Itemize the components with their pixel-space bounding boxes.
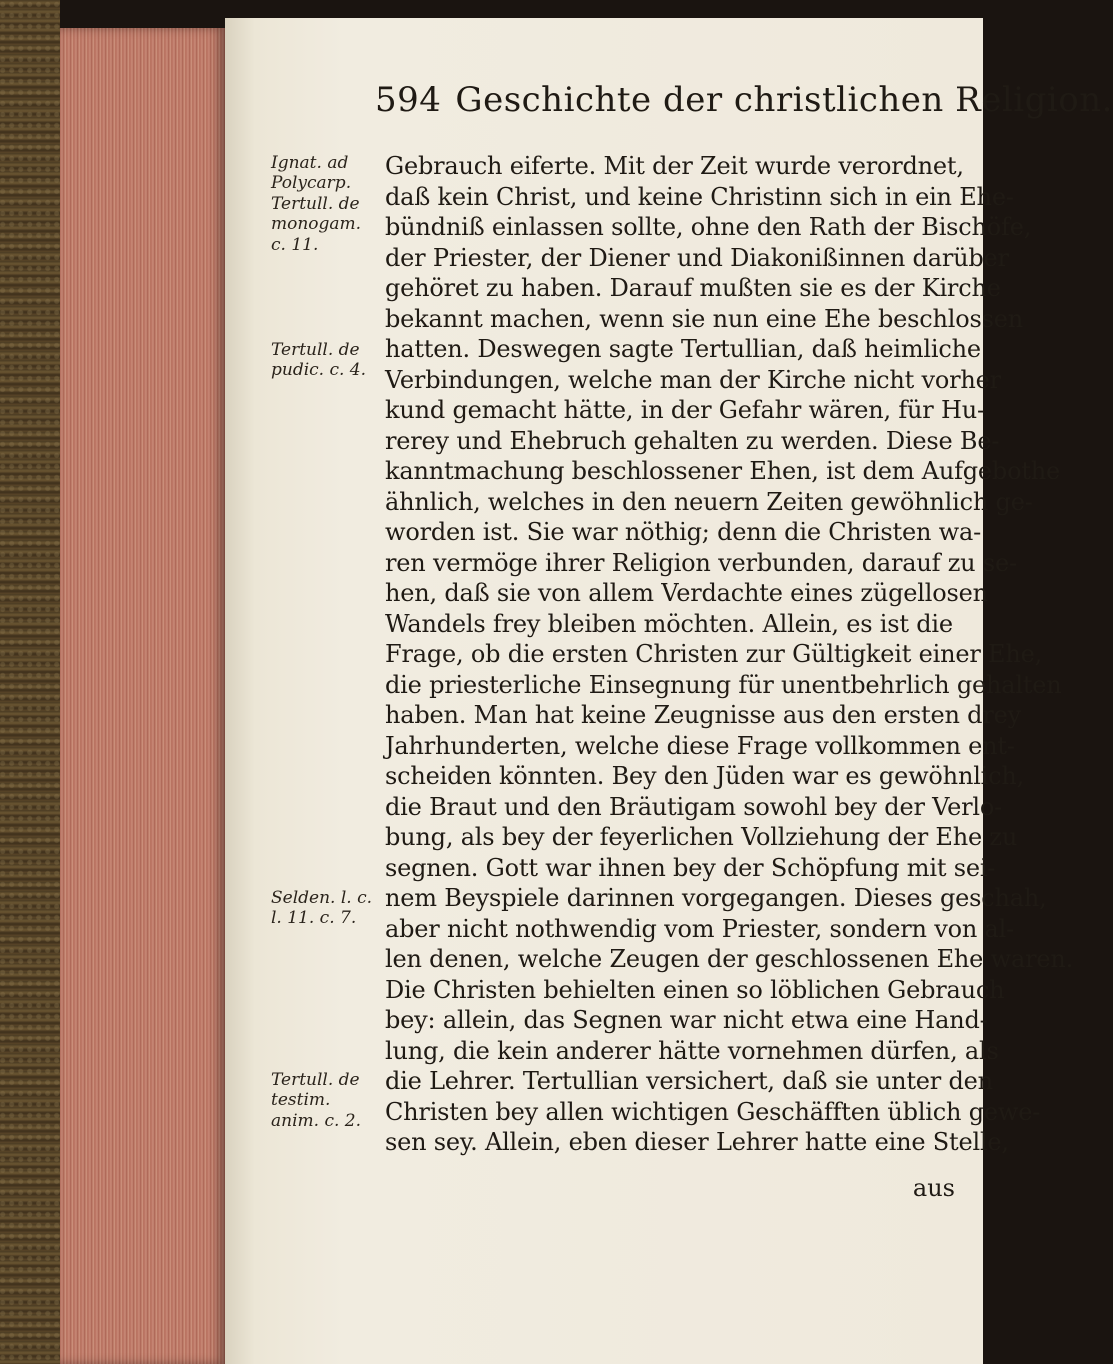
text-line: die Lehrer. Tertullian versichert, daß sie unter den [385,1067,993,1095]
text-line: worden ist. Sie war nöthig; denn die Christen wa- [385,518,982,546]
text-line: hatten. Deswegen sagte Tertullian, daß heimliche [385,335,981,363]
catchword: aus [912,1174,955,1202]
text-line: aber nicht nothwendig vom Priester, sondern von al- [385,914,1015,943]
text-line: rerey und Ehebruch gehalten zu werden. Diese Be- [385,426,1000,455]
text-line: haben. Man hat keine Zeugnisse aus den ersten drey [385,701,1021,729]
text-line: nem Beyspiele darinnen vorgegangen. Dieses geschah, [385,884,1047,912]
margin-note: Ignat. ad Polycarp. Tertull. de monogam. c. 11. [271,153,362,255]
text-line: ähnlich, welches in den neuern Zeiten gewöhnlich ge- [385,487,1033,516]
text-line: Jahrhunderten, welche diese Frage vollkommen ent- [385,731,1015,760]
text-line: gehöret zu haben. Darauf mußten sie es der Kirche [385,274,1001,302]
page-header [375,80,1113,120]
text-line: Gebrauch eiferte. Mit der Zeit wurde verordnet, [385,152,964,180]
body-text [385,151,1074,1158]
margin-note: Selden. l. c. l. 11. c. 7. [271,888,373,929]
text-line: sen sey. Allein, eben dieser Lehrer hatte eine Stelle, [385,1128,1009,1156]
text-line: die priesterliche Einsegnung für unentbehrlich gehalten [385,670,1062,699]
page-edges [60,28,225,1364]
text-line: bung, als bey der feyerlichen Vollziehung der Ehe zu [385,823,1018,851]
text-line: Christen bey allen wichtigen Geschäfften üblich gewe- [385,1097,1041,1126]
text-line: segnen. Gott war ihnen bey der Schöpfung mit sei- [385,853,996,882]
text-line: ren vermöge ihrer Religion verbunden, darauf zu se- [385,548,1017,577]
text-line: hen, daß sie von allem Verdachte eines zügellosen [385,579,988,607]
text-line: len denen, welche Zeugen der geschlossenen Ehe waren. [385,945,1074,973]
text-line: kund gemacht hätte, in der Gefahr wären, für Hu- [385,396,985,424]
text-line: bündniß einlassen sollte, ohne den Rath der Bischöfe, [385,213,1032,241]
text-line: der Priester, der Diener und Diakonißinnen darüber [385,243,1009,272]
margin-note: Tertull. de testim. anim. c. 2. [271,1070,361,1131]
text-line: die Braut und den Bräutigam sowohl bey der Verlo- [385,792,1003,821]
margin-note: Tertull. de pudic. c. 4. [271,340,367,381]
book-page [225,18,1113,1364]
text-line: Wandels frey bleiben möchten. Allein, es ist die [385,609,953,638]
text-line: Die Christen behielten einen so löblichen Gebrauch [385,975,1005,1004]
text-line: lung, die kein anderer hätte vornehmen dürfen, als [385,1036,999,1065]
text-line: Verbindungen, welche man der Kirche nicht vorher [385,365,1001,394]
running-title: Geschichte der christlichen Religion. [455,80,1113,120]
text-line: kanntmachung beschlossener Ehen, ist dem Aufgebothe [385,457,1061,485]
text-line: bekannt machen, wenn sie nun eine Ehe beschlossen [385,304,1023,333]
book-cover [0,0,60,1364]
text-line: daß kein Christ, und keine Christinn sich in ein Ehe- [385,182,1014,211]
page-number: 594 [375,80,442,120]
text-line: Frage, ob die ersten Christen zur Gültigkeit einer Ehe, [385,640,1043,668]
text-line: scheiden könnten. Bey den Jüden war es gewöhnlich, [385,762,1025,790]
text-line: bey: allein, das Segnen war nicht etwa eine Hand- [385,1006,988,1034]
